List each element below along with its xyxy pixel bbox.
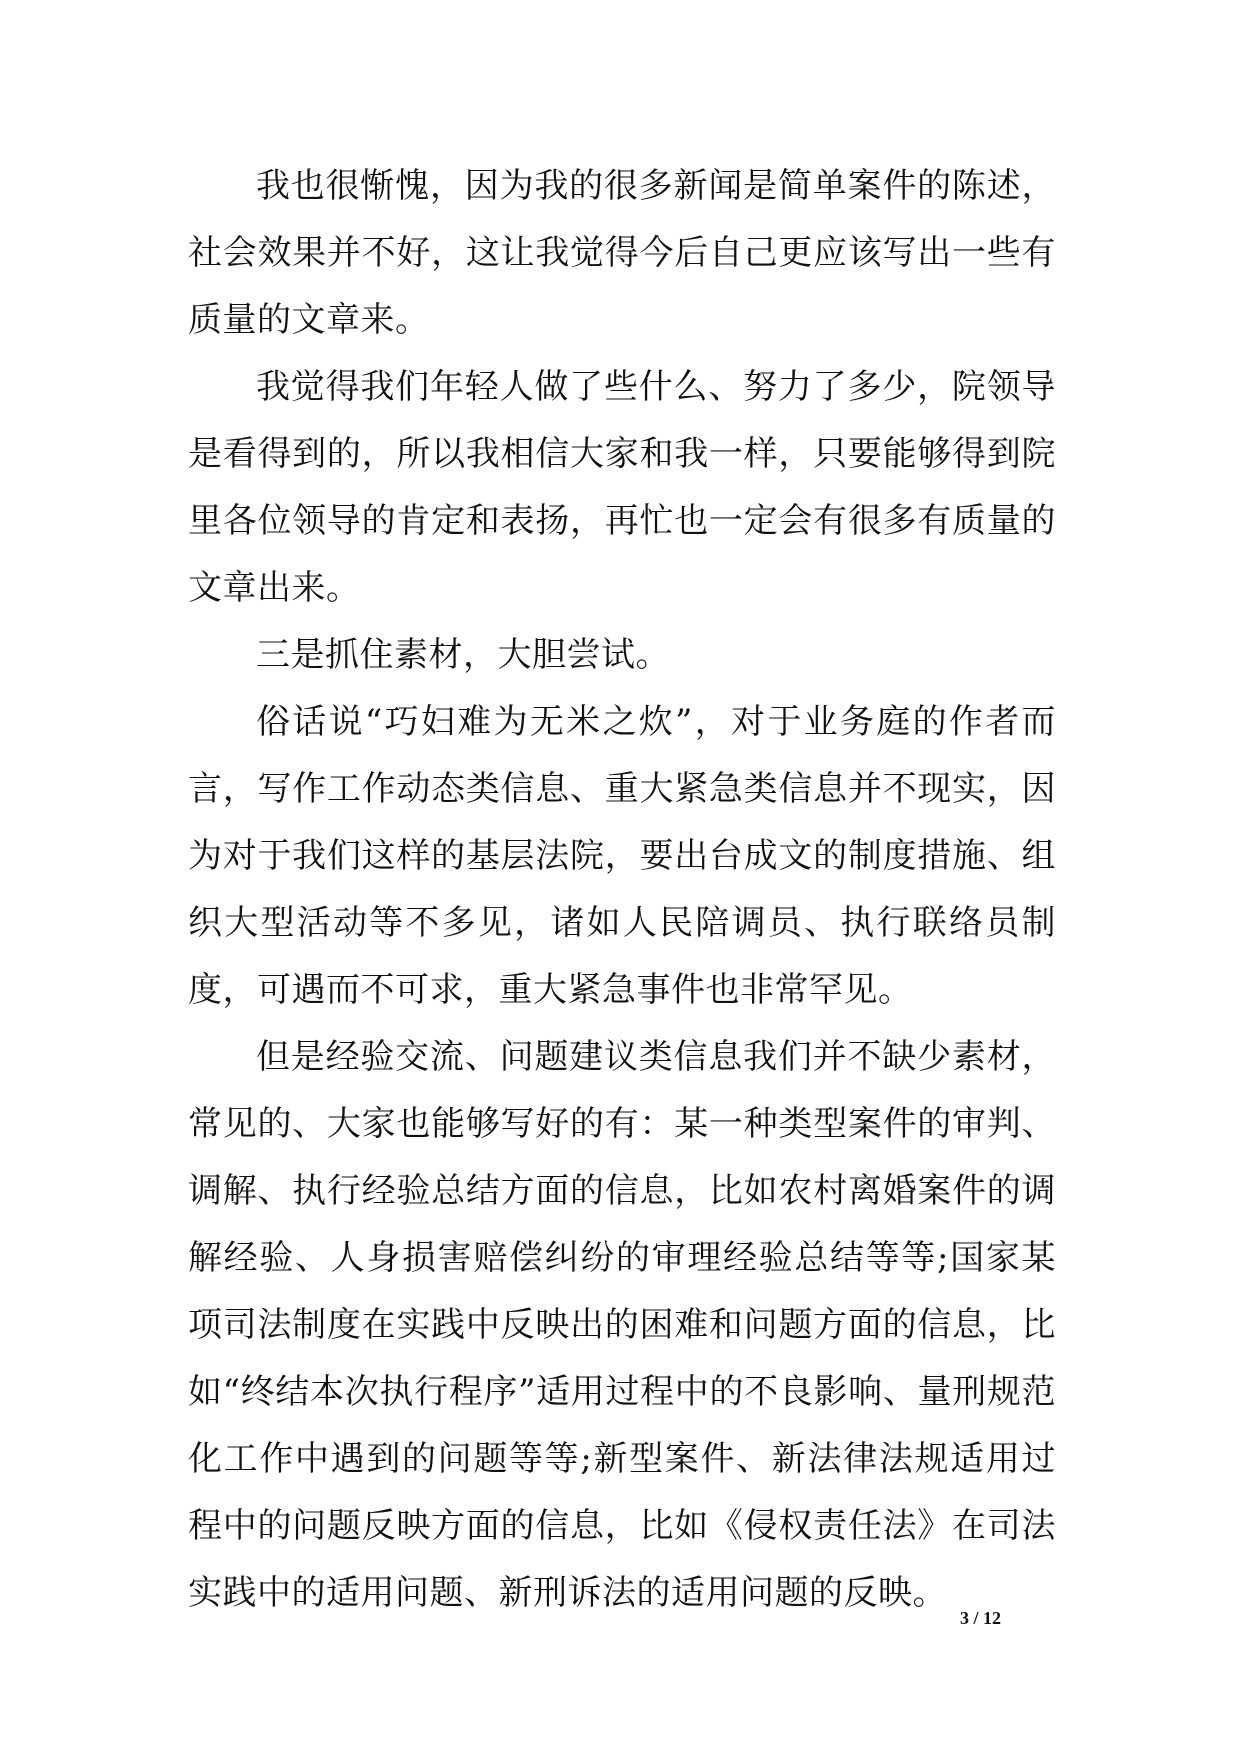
paragraph-4: 俗话说“巧妇难为无米之炊”，对于业务庭的作者而言，写作工作动态类信息、重大紧急类信息并不现实，因为对于我们这样的基层法院，要出台成文的制度措施、组织大型活动等不多见，诸如人民陪调员、执行联络员制度，可遇而不可求，重大紧急事件也非常罕见。 [188, 702, 1056, 1010]
paragraph-3: 三是抓住素材，大胆尝试。 [256, 635, 670, 675]
paragraph-2: 我觉得我们年轻人做了些什么、努力了多少，院领导是看得到的，所以我相信大家和我一样，只要能够得到院里各位领导的肯定和表扬，再忙也一定会有很多有质量的文章出来。 [188, 367, 1056, 608]
paragraph-1: 我也很惭愧，因为我的很多新闻是简单案件的陈述，社会效果并不好，这让我觉得今后自己更应该写出一些有质量的文章来。 [188, 166, 1056, 340]
paragraph-5: 但是经验交流、问题建议类信息我们并不缺少素材，常见的、大家也能够写好的有：某一种类型案件的审判、调解、执行经验总结方面的信息，比如农村离婚案件的调解经验、人身损害赔偿纠纷的审理经验总结等等;国家某项司法制度在实践中反映出的困难和问题方面的信息，比如“终结本次执行程序”适用过程中的不良影响、量刑规范化工作中遇到的问题等等;新型案件、新法律法规适用过程中的问题反映方面的信息，比如《侵权责任法》在司法实践中的适用问题、新刑诉法的适用问题的反映。 [188, 1037, 1056, 1613]
document-body [188, 153, 1056, 1627]
page-number: 3 / 12 [960, 1608, 1002, 1628]
